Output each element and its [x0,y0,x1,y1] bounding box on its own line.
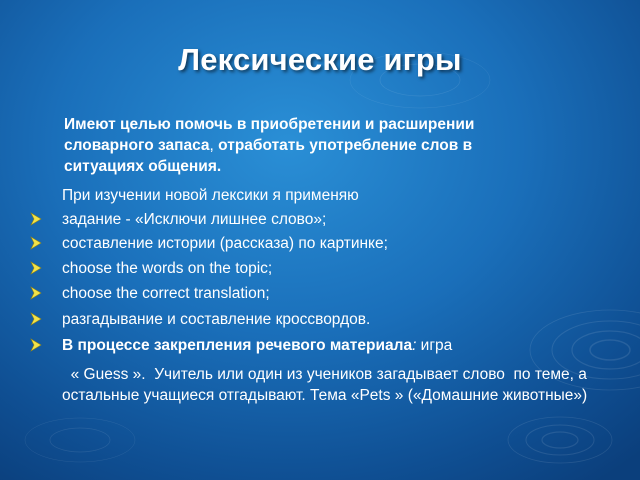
arrowhead-bullet-icon [30,261,42,275]
bullet-item: разгадывание и составление кроссвордов. [62,311,371,328]
intro-paragraph [64,114,534,177]
slide-title: Лексические игры [178,42,462,77]
last-bullet-colon: : [412,337,417,354]
last-bullet-rest: игра [416,337,453,354]
intro-part2: отработать употребление слов в ситуациях общения. [64,137,473,175]
bullet-item: choose the correct translation; [62,285,270,302]
arrowhead-bullet-icon [30,286,42,300]
bullet-item: составление истории (рассказа) по картинке; [62,235,388,252]
arrowhead-bullet-icon [30,338,42,352]
last-bullet-bold: В процессе закрепления речевого материала [62,337,413,354]
final-paragraph: « Guess ». Учитель или один из учеников загадывает слово по теме, а остальные учащиеся отгадывают. Тема «Pets » («Домашние животные») [62,366,592,404]
bullet-item: задание - «Исключи лишнее слово»; [62,211,327,228]
intro-part1: Имеют целью помочь в приобретении и расширении словарного запаса [64,116,475,154]
arrowhead-bullet-icon [30,236,42,250]
bullet-item: choose the words on the topic; [62,260,273,277]
intro-comma: , [209,137,214,154]
bullet-item-last [62,335,622,356]
arrowhead-bullet-icon [30,212,42,226]
lead-text: При изучении новой лексики я применяю [62,187,359,204]
arrowhead-bullet-icon [30,312,42,326]
